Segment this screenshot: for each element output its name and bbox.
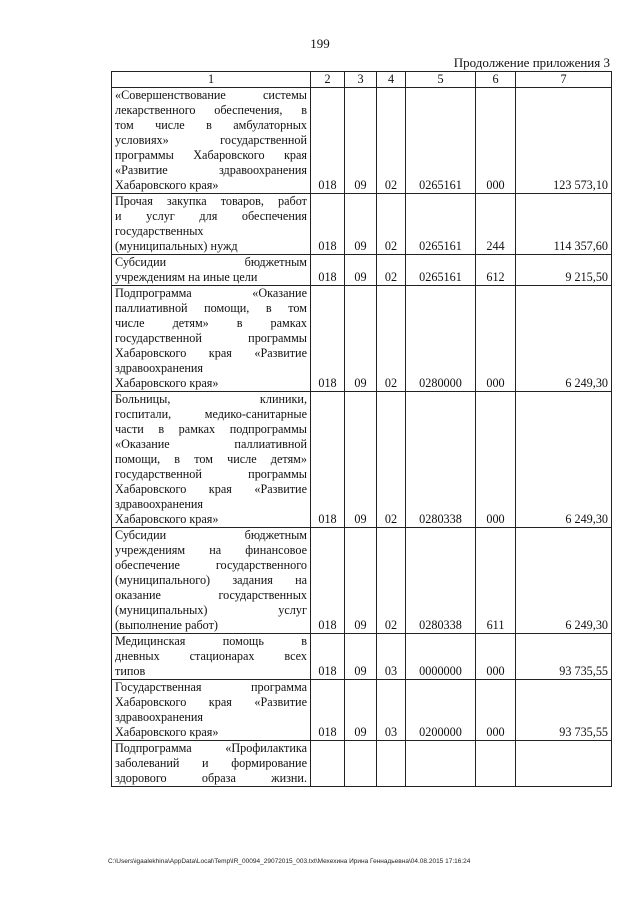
continuation-caption: Продолжение приложения 3 — [453, 55, 610, 70]
description-line: здорового образа жизни. — [115, 771, 307, 785]
table-row — [112, 528, 612, 634]
expense-type-code: 611 — [476, 528, 516, 634]
target-item-code: 0000000 — [406, 634, 476, 680]
description-line: дневных стационарах всех — [115, 649, 307, 663]
description-line: программы Хабаровского края — [115, 148, 307, 162]
target-item-code: 0265161 — [406, 88, 476, 194]
ministry-code: 018 — [311, 194, 345, 255]
table-row — [112, 194, 612, 255]
amount: 6 249,30 — [516, 392, 612, 528]
footer-file-path: C:\Users\igaalekhina\AppData\Local\Temp\IR_00094_29072015_003.txt\Мехехина Ирина Геннадьевна\04.08.2015 17:16:24 — [108, 858, 471, 865]
description-line: Подпрограмма «Профилактика — [115, 741, 307, 755]
section-code: 09 — [345, 392, 377, 528]
amount: 6 249,30 — [516, 528, 612, 634]
target-item-code: 0265161 — [406, 194, 476, 255]
description-line: Больницы, клиники, — [115, 392, 307, 406]
expense-type-code: 000 — [476, 680, 516, 741]
amount: 114 357,60 — [516, 194, 612, 255]
target-item-code: 0280338 — [406, 528, 476, 634]
expense-type-code: 000 — [476, 392, 516, 528]
description-line: «Развитие здравоохранения — [115, 163, 307, 177]
ministry-code: 018 — [311, 528, 345, 634]
section-code: 09 — [345, 194, 377, 255]
description-line: (муниципального) задания на — [115, 573, 307, 587]
page-number: 199 — [310, 36, 330, 51]
description-line: паллиативной помощи, в том — [115, 301, 307, 315]
description-line: Хабаровского края» — [115, 725, 219, 739]
column-header: 5 — [406, 72, 476, 88]
ministry-code: 018 — [311, 680, 345, 741]
description-line: Хабаровского края «Развитие — [115, 695, 307, 709]
target-item-code: 0280338 — [406, 392, 476, 528]
target-item-code: 0200000 — [406, 680, 476, 741]
description-line: «Оказание паллиативной — [115, 437, 307, 451]
table-row — [112, 741, 612, 787]
description-line: Субсидии бюджетным — [115, 528, 307, 542]
description-line: здравоохранения — [115, 361, 204, 375]
description-line: оказание государственных — [115, 588, 307, 602]
description-line: Подпрограмма «Оказание — [115, 286, 307, 300]
amount: 6 249,30 — [516, 286, 612, 392]
ministry-code: 018 — [311, 255, 345, 286]
subsection-code: 02 — [377, 392, 406, 528]
section-code — [345, 741, 377, 787]
row-description — [112, 392, 311, 528]
amount — [516, 741, 612, 787]
description-line: государственных — [115, 224, 204, 238]
section-code: 09 — [345, 255, 377, 286]
description-line: числе детям» в рамках — [115, 316, 307, 330]
row-description — [112, 634, 311, 680]
table-row — [112, 88, 612, 194]
description-line: (муниципальных) нужд — [115, 239, 238, 253]
column-header: 3 — [345, 72, 377, 88]
table-row — [112, 286, 612, 392]
description-line: лекарственного обеспечения, в — [115, 103, 307, 117]
table-row — [112, 634, 612, 680]
target-item-code — [406, 741, 476, 787]
amount: 93 735,55 — [516, 680, 612, 741]
description-line: части в рамках подпрограммы — [115, 422, 307, 436]
description-line: и услуг для обеспечения — [115, 209, 307, 223]
subsection-code: 03 — [377, 680, 406, 741]
table-body — [112, 88, 612, 787]
table-row — [112, 680, 612, 741]
row-description — [112, 88, 311, 194]
description-line: государственной программы — [115, 467, 307, 481]
description-line: здравоохранения — [115, 497, 204, 511]
description-line: Хабаровского края «Развитие — [115, 346, 307, 360]
target-item-code: 0265161 — [406, 255, 476, 286]
description-line: Хабаровского края «Развитие — [115, 482, 307, 496]
description-line: (выполнение работ) — [115, 618, 218, 632]
description-line: Медицинская помощь в — [115, 634, 307, 648]
subsection-code: 02 — [377, 528, 406, 634]
description-line: государственной программы — [115, 331, 307, 345]
row-description — [112, 255, 311, 286]
subsection-code: 03 — [377, 634, 406, 680]
description-line: условиях» государственной — [115, 133, 307, 147]
subsection-code: 02 — [377, 286, 406, 392]
subsection-code: 02 — [377, 255, 406, 286]
expense-type-code: 000 — [476, 88, 516, 194]
description-line: заболеваний и формирование — [115, 756, 307, 770]
subsection-code: 02 — [377, 194, 406, 255]
amount: 123 573,10 — [516, 88, 612, 194]
subsection-code: 02 — [377, 88, 406, 194]
ministry-code: 018 — [311, 286, 345, 392]
description-line: типов — [115, 664, 146, 678]
table-row — [112, 392, 612, 528]
expense-type-code: 000 — [476, 634, 516, 680]
section-code: 09 — [345, 634, 377, 680]
subsection-code — [377, 741, 406, 787]
description-line: «Совершенствование системы — [115, 88, 307, 102]
description-line: помощи, в том числе детям» — [115, 452, 307, 466]
section-code: 09 — [345, 528, 377, 634]
column-header: 7 — [516, 72, 612, 88]
ministry-code: 018 — [311, 392, 345, 528]
row-description — [112, 528, 311, 634]
header-row — [112, 72, 612, 88]
expense-type-code: 244 — [476, 194, 516, 255]
ministry-code: 018 — [311, 634, 345, 680]
ministry-code — [311, 741, 345, 787]
target-item-code: 0280000 — [406, 286, 476, 392]
section-code: 09 — [345, 680, 377, 741]
description-line: госпитали, медико-санитарные — [115, 407, 307, 421]
section-code: 09 — [345, 88, 377, 194]
column-header: 6 — [476, 72, 516, 88]
table-row — [112, 255, 612, 286]
row-description — [112, 741, 311, 787]
description-line: учреждениям на иные цели — [115, 270, 258, 284]
expense-type-code: 000 — [476, 286, 516, 392]
row-description — [112, 680, 311, 741]
description-line: Прочая закупка товаров, работ — [115, 194, 307, 208]
description-line: здравоохранения — [115, 710, 204, 724]
column-header: 2 — [311, 72, 345, 88]
section-code: 09 — [345, 286, 377, 392]
budget-table — [111, 71, 612, 787]
description-line: учреждениям на финансовое — [115, 543, 307, 557]
description-line: Субсидии бюджетным — [115, 255, 307, 269]
amount: 93 735,55 — [516, 634, 612, 680]
expense-type-code: 612 — [476, 255, 516, 286]
expense-type-code — [476, 741, 516, 787]
column-header: 1 — [112, 72, 311, 88]
description-line: том числе в амбулаторных — [115, 118, 307, 132]
row-description — [112, 286, 311, 392]
description-line: Хабаровского края» — [115, 376, 219, 390]
amount: 9 215,50 — [516, 255, 612, 286]
description-line: обеспечение государственного — [115, 558, 307, 572]
column-header: 4 — [377, 72, 406, 88]
description-line: Хабаровского края» — [115, 512, 219, 526]
description-line: Государственная программа — [115, 680, 307, 694]
ministry-code: 018 — [311, 88, 345, 194]
description-line: (муниципальных) услуг — [115, 603, 307, 617]
row-description — [112, 194, 311, 255]
description-line: Хабаровского края» — [115, 178, 219, 192]
